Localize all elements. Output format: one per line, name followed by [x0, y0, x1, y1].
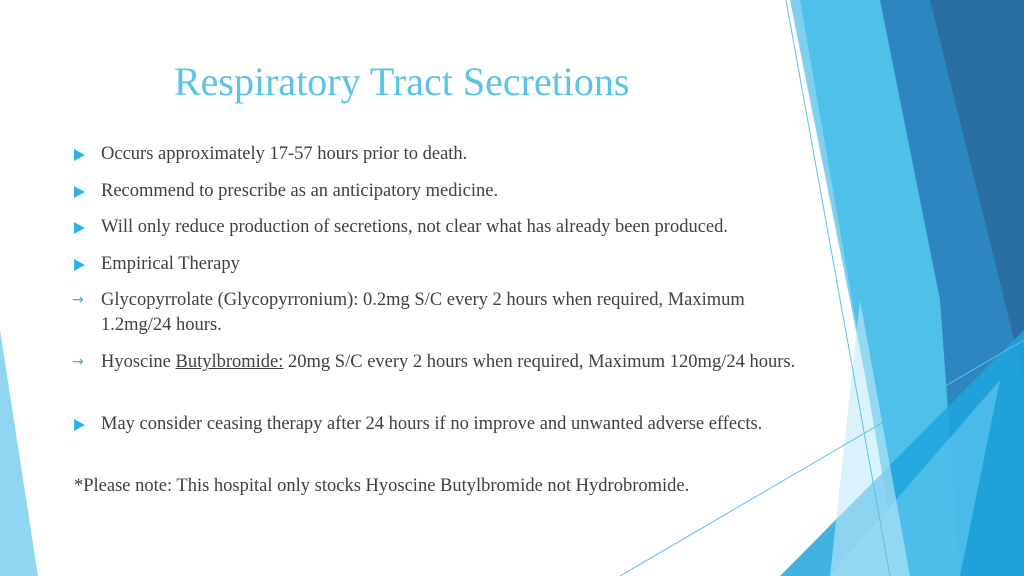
- bullet-item: [70, 215, 728, 240]
- bullet-item: [70, 252, 240, 277]
- bullet-text-underlined: Butylbromide:: [175, 352, 284, 372]
- arrow-right-icon: →: [72, 354, 84, 370]
- triangle-bullet-icon: [74, 259, 85, 271]
- triangle-bullet-icon: [74, 222, 85, 234]
- slide-title: Respiratory Tract Secretions: [174, 59, 630, 104]
- arrow-right-icon: →: [72, 292, 84, 308]
- bullet-item: [70, 179, 498, 204]
- triangle-bullet-icon: [74, 149, 85, 161]
- bullet-text: Occurs approximately 17-57 hours prior to death.: [101, 144, 468, 164]
- bullet-text-prefix: Hyoscine: [101, 352, 176, 372]
- triangle-bullet-icon: [74, 186, 85, 198]
- triangle-bullet-icon: [74, 419, 85, 431]
- left-accent-shape: [0, 330, 38, 576]
- sub-bullet-item: [70, 288, 801, 338]
- bullet-text-suffix: 20mg S/C every 2 hours when required, Maximum 120mg/24 hours.: [283, 352, 796, 372]
- bullet-text: Glycopyrrolate (Glycopyrronium): 0.2mg S/C every 2 hours when required, Maximum 1.2mg/24 hours.: [101, 290, 745, 335]
- bullet-text: Will only reduce production of secretions, not clear what has already been produced.: [101, 217, 728, 237]
- bullet-text: Recommend to prescribe as an anticipatory medicine.: [101, 181, 499, 201]
- bullet-item: [70, 142, 467, 167]
- footnote: *Please note: This hospital only stocks Hyoscine Butylbromide not Hydrobromide.: [74, 476, 690, 496]
- bullet-text: Empirical Therapy: [101, 254, 240, 274]
- sub-bullet-item: [70, 350, 801, 375]
- bullet-item: [70, 412, 821, 437]
- bullet-text: May consider ceasing therapy after 24 hours if no improve and unwanted adverse effects.: [101, 414, 763, 434]
